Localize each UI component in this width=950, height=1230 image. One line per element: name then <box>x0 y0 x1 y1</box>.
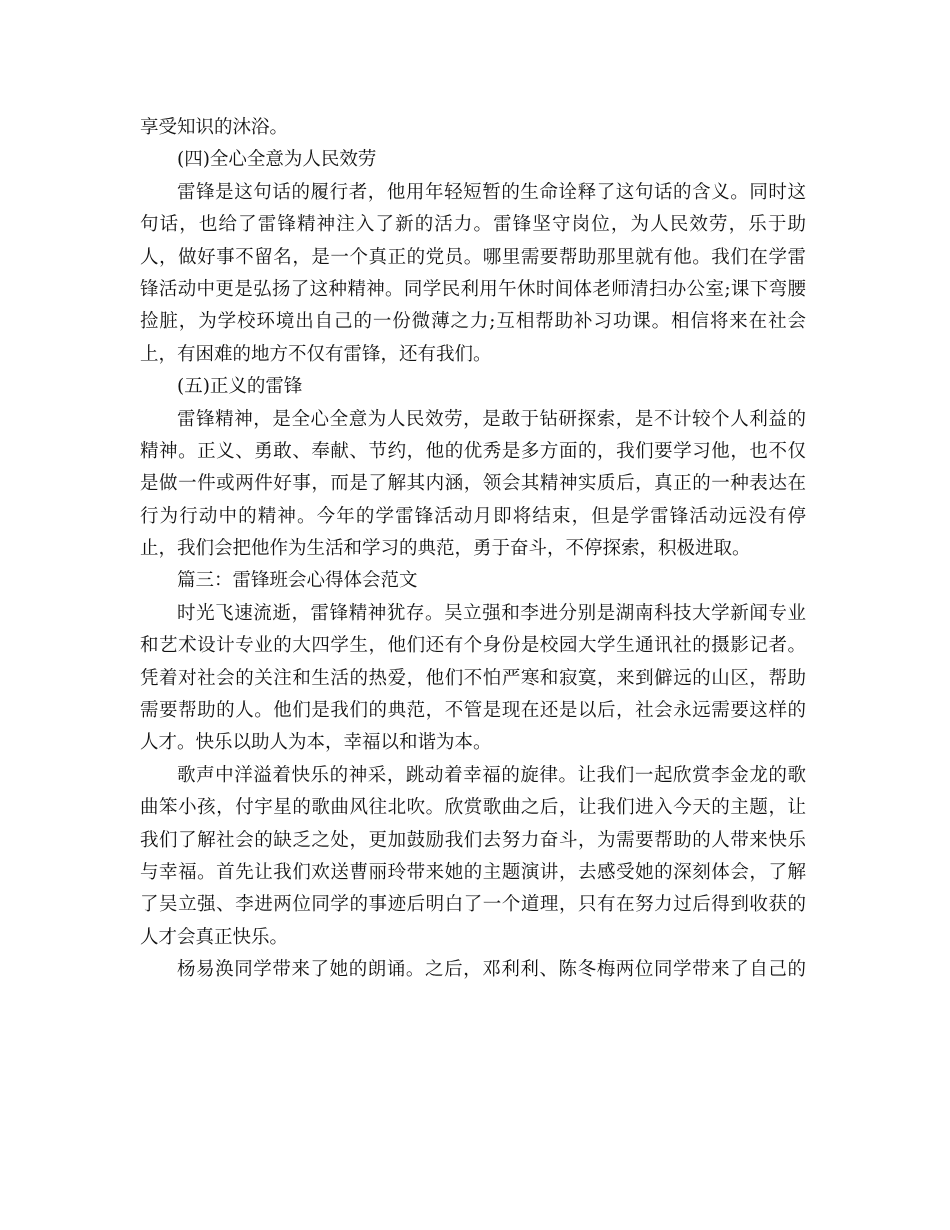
text-line: (五)正义的雷锋 <box>177 376 303 398</box>
text-line: 人，做好事不留名，是一个真正的党员。哪里需要帮助那里就有他。我们在学雷 <box>140 246 806 268</box>
text-line: 上，有困难的地方不仅有雷锋，还有我们。 <box>140 343 492 365</box>
text-line: 是做一件或两件好事，而是了解其内涵，领会其精神实质后，真正的一种表达在 <box>140 473 806 495</box>
text-line: 止，我们会把他作为生活和学习的典范，勇于奋斗，不停探索，积极进取。 <box>140 538 751 560</box>
text-line: 曲笨小孩，付宇星的歌曲风往北吹。欣赏歌曲之后，让我们进入今天的主题，让 <box>140 797 806 819</box>
text-line: 杨易涣同学带来了她的朗诵。之后，邓利利、陈冬梅两位同学带来了自己的 <box>177 959 806 981</box>
document-body <box>140 112 810 987</box>
text-line: 歌声中洋溢着快乐的神采，跳动着幸福的旋律。让我们一起欣赏李金龙的歌 <box>177 764 806 786</box>
text-line: 享受知识的沐浴。 <box>140 117 289 138</box>
text-line: 精神。正义、勇敢、奉献、节约，他的优秀是多方面的，我们要学习他，也不仅 <box>140 440 806 462</box>
text-line: 和艺术设计专业的大四学生，他们还有个身份是校园大学生通讯社的摄影记者。 <box>140 635 806 657</box>
text-line: 凭着对社会的关注和生活的热爱，他们不怕严寒和寂寞，来到僻远的山区，帮助 <box>140 667 806 689</box>
text-line: 雷锋是这句话的履行者，他用年轻短暂的生命诠释了这句话的含义。同时这 <box>177 181 806 203</box>
text-line: 人才。快乐以助人为本，幸福以和谐为本。 <box>140 732 492 754</box>
text-line: (四)全心全意为人民效劳 <box>177 149 377 171</box>
text-line: 锋活动中更是弘扬了这种精神。同学民利用午休时间体老师清扫办公室;课下弯腰 <box>140 278 806 300</box>
text-line: 与幸福。首先让我们欢送曹丽玲带来她的主题演讲，去感受她的深刻体会，了解 <box>140 861 806 883</box>
text-line: 篇三：雷锋班会心得体会范文 <box>177 570 418 592</box>
text-line: 人才会真正快乐。 <box>140 926 289 948</box>
text-line: 需要帮助的人。他们是我们的典范，不管是现在还是以后，社会永远需要这样的 <box>140 700 806 722</box>
text-line: 我们了解社会的缺乏之处，更加鼓励我们去努力奋斗，为需要帮助的人带来快乐 <box>140 829 806 851</box>
text-line: 行为行动中的精神。今年的学雷锋活动月即将结束，但是学雷锋活动远没有停 <box>140 505 806 527</box>
text-line: 了吴立强、李进两位同学的事迹后明白了一个道理，只有在努力过后得到收获的 <box>140 894 806 916</box>
text-line: 捡脏，为学校环境出自己的一份微薄之力;互相帮助补习功课。相信将来在社会 <box>140 311 806 333</box>
text-line: 时光飞速流逝，雷锋精神犹存。吴立强和李进分别是湖南科技大学新闻专业 <box>177 602 806 624</box>
text-line: 句话，也给了雷锋精神注入了新的活力。雷锋坚守岗位，为人民效劳，乐于助 <box>140 214 806 236</box>
text-line: 雷锋精神，是全心全意为人民效劳，是敢于钻研探索，是不计较个人利益的 <box>177 408 806 430</box>
